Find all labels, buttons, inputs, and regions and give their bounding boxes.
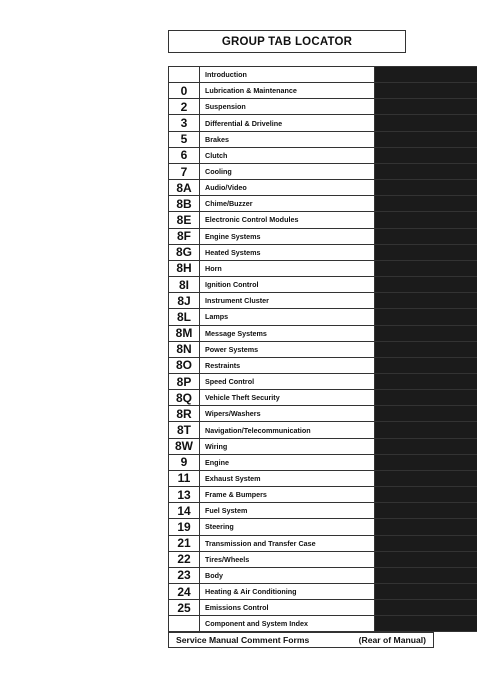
group-tab-row[interactable] — [168, 67, 477, 83]
group-label: Brakes — [200, 132, 375, 147]
group-tab-row[interactable] — [168, 455, 477, 471]
group-tab-row[interactable] — [168, 293, 477, 309]
black-tab-marker[interactable] — [375, 99, 477, 114]
group-number: 8J — [168, 293, 200, 308]
group-number: 0 — [168, 83, 200, 98]
group-label: Speed Control — [200, 374, 375, 389]
black-tab-marker[interactable] — [375, 390, 477, 405]
black-tab-marker[interactable] — [375, 584, 477, 599]
group-number: 3 — [168, 115, 200, 130]
group-tab-row[interactable] — [168, 616, 477, 632]
group-number: 8R — [168, 406, 200, 421]
group-label: Power Systems — [200, 342, 375, 357]
black-tab-marker[interactable] — [375, 148, 477, 163]
group-label: Component and System Index — [200, 616, 375, 631]
group-number — [168, 616, 200, 631]
group-number: 8L — [168, 309, 200, 324]
black-tab-marker[interactable] — [375, 67, 477, 82]
group-tab-row[interactable] — [168, 229, 477, 245]
black-tab-marker[interactable] — [375, 358, 477, 373]
group-number: 8W — [168, 439, 200, 454]
black-tab-marker[interactable] — [375, 439, 477, 454]
group-label: Heated Systems — [200, 245, 375, 260]
group-tab-row[interactable] — [168, 536, 477, 552]
group-tab-row[interactable] — [168, 390, 477, 406]
group-tab-row[interactable] — [168, 212, 477, 228]
group-label: Exhaust System — [200, 471, 375, 486]
group-label: Engine Systems — [200, 229, 375, 244]
group-label: Emissions Control — [200, 600, 375, 615]
group-tab-row[interactable] — [168, 568, 477, 584]
group-tab-row[interactable] — [168, 342, 477, 358]
black-tab-marker[interactable] — [375, 245, 477, 260]
group-tab-row[interactable] — [168, 83, 477, 99]
black-tab-marker[interactable] — [375, 616, 477, 631]
group-tab-row[interactable] — [168, 180, 477, 196]
group-tab-row[interactable] — [168, 503, 477, 519]
group-tab-row[interactable] — [168, 99, 477, 115]
group-number: 23 — [168, 568, 200, 583]
black-tab-marker[interactable] — [375, 277, 477, 292]
group-label: Ignition Control — [200, 277, 375, 292]
group-label: Wipers/Washers — [200, 406, 375, 421]
black-tab-marker[interactable] — [375, 552, 477, 567]
group-label: Introduction — [200, 67, 375, 82]
group-number: 13 — [168, 487, 200, 502]
black-tab-marker[interactable] — [375, 342, 477, 357]
comment-forms-label: Service Manual Comment Forms — [176, 635, 310, 645]
black-tab-marker[interactable] — [375, 326, 477, 341]
group-number: 8P — [168, 374, 200, 389]
group-label: Heating & Air Conditioning — [200, 584, 375, 599]
group-number: 8B — [168, 196, 200, 211]
group-tab-row[interactable] — [168, 422, 477, 438]
group-label: Lamps — [200, 309, 375, 324]
group-label: Frame & Bumpers — [200, 487, 375, 502]
group-label: Wiring — [200, 439, 375, 454]
group-label: Cooling — [200, 164, 375, 179]
black-tab-marker[interactable] — [375, 132, 477, 147]
group-number: 19 — [168, 519, 200, 534]
black-tab-marker[interactable] — [375, 422, 477, 437]
group-number: 6 — [168, 148, 200, 163]
black-tab-marker[interactable] — [375, 293, 477, 308]
group-label: Audio/Video — [200, 180, 375, 195]
group-label: Suspension — [200, 99, 375, 114]
group-label: Lubrication & Maintenance — [200, 83, 375, 98]
group-label: Chime/Buzzer — [200, 196, 375, 211]
black-tab-marker[interactable] — [375, 212, 477, 227]
black-tab-marker[interactable] — [375, 487, 477, 502]
group-number: 8A — [168, 180, 200, 195]
group-label: Tires/Wheels — [200, 552, 375, 567]
group-number: 8F — [168, 229, 200, 244]
black-tab-marker[interactable] — [375, 164, 477, 179]
group-number: 2 — [168, 99, 200, 114]
group-number: 9 — [168, 455, 200, 470]
group-number: 8M — [168, 326, 200, 341]
group-tab-row[interactable] — [168, 487, 477, 503]
group-tab-row[interactable] — [168, 196, 477, 212]
black-tab-marker[interactable] — [375, 600, 477, 615]
group-number: 8O — [168, 358, 200, 373]
black-tab-marker[interactable] — [375, 519, 477, 534]
group-label: Clutch — [200, 148, 375, 163]
group-number: 8H — [168, 261, 200, 276]
group-number: 8E — [168, 212, 200, 227]
group-label: Electronic Control Modules — [200, 212, 375, 227]
group-tab-row[interactable] — [168, 326, 477, 342]
group-number: 21 — [168, 536, 200, 551]
group-label: Fuel System — [200, 503, 375, 518]
black-tab-marker[interactable] — [375, 374, 477, 389]
comment-forms-row[interactable] — [168, 632, 434, 648]
black-tab-marker[interactable] — [375, 471, 477, 486]
group-tab-row[interactable] — [168, 406, 477, 422]
group-tab-row[interactable] — [168, 245, 477, 261]
group-number: 8T — [168, 422, 200, 437]
black-tab-marker[interactable] — [375, 503, 477, 518]
group-number: 22 — [168, 552, 200, 567]
group-tab-row[interactable] — [168, 309, 477, 325]
black-tab-marker[interactable] — [375, 309, 477, 324]
black-tab-marker[interactable] — [375, 568, 477, 583]
black-tab-marker[interactable] — [375, 83, 477, 98]
group-label: Vehicle Theft Security — [200, 390, 375, 405]
group-tab-row[interactable] — [168, 519, 477, 535]
group-tab-row[interactable] — [168, 277, 477, 293]
group-tab-row[interactable] — [168, 471, 477, 487]
black-tab-marker[interactable] — [375, 261, 477, 276]
group-label: Steering — [200, 519, 375, 534]
black-tab-marker[interactable] — [375, 196, 477, 211]
black-tab-marker[interactable] — [375, 229, 477, 244]
group-number: 14 — [168, 503, 200, 518]
group-label: Navigation/Telecommunication — [200, 422, 375, 437]
group-label: Message Systems — [200, 326, 375, 341]
group-tab-row[interactable] — [168, 164, 477, 180]
group-number: 24 — [168, 584, 200, 599]
page-title: GROUP TAB LOCATOR — [168, 30, 406, 53]
group-label: Engine — [200, 455, 375, 470]
group-number: 11 — [168, 471, 200, 486]
group-label: Horn — [200, 261, 375, 276]
black-tab-marker[interactable] — [375, 536, 477, 551]
group-number: 8Q — [168, 390, 200, 405]
group-tab-row[interactable] — [168, 261, 477, 277]
group-number: 25 — [168, 600, 200, 615]
group-label: Differential & Driveline — [200, 115, 375, 130]
group-tab-row[interactable] — [168, 358, 477, 374]
black-tab-marker[interactable] — [375, 115, 477, 130]
black-tab-marker[interactable] — [375, 455, 477, 470]
black-tab-marker[interactable] — [375, 180, 477, 195]
group-label: Transmission and Transfer Case — [200, 536, 375, 551]
group-tab-list — [168, 66, 477, 632]
group-tab-row[interactable] — [168, 374, 477, 390]
group-number: 7 — [168, 164, 200, 179]
group-label: Body — [200, 568, 375, 583]
comment-forms-location: (Rear of Manual) — [358, 635, 426, 645]
group-number: 5 — [168, 132, 200, 147]
black-tab-marker[interactable] — [375, 406, 477, 421]
group-number: 8N — [168, 342, 200, 357]
group-tab-row[interactable] — [168, 439, 477, 455]
group-number — [168, 67, 200, 82]
group-tab-row[interactable] — [168, 115, 477, 131]
group-tab-row[interactable] — [168, 600, 477, 616]
group-number: 8I — [168, 277, 200, 292]
group-tab-row[interactable] — [168, 584, 477, 600]
group-label: Restraints — [200, 358, 375, 373]
group-tab-row[interactable] — [168, 132, 477, 148]
group-tab-row[interactable] — [168, 552, 477, 568]
group-label: Instrument Cluster — [200, 293, 375, 308]
group-number: 8G — [168, 245, 200, 260]
group-tab-row[interactable] — [168, 148, 477, 164]
